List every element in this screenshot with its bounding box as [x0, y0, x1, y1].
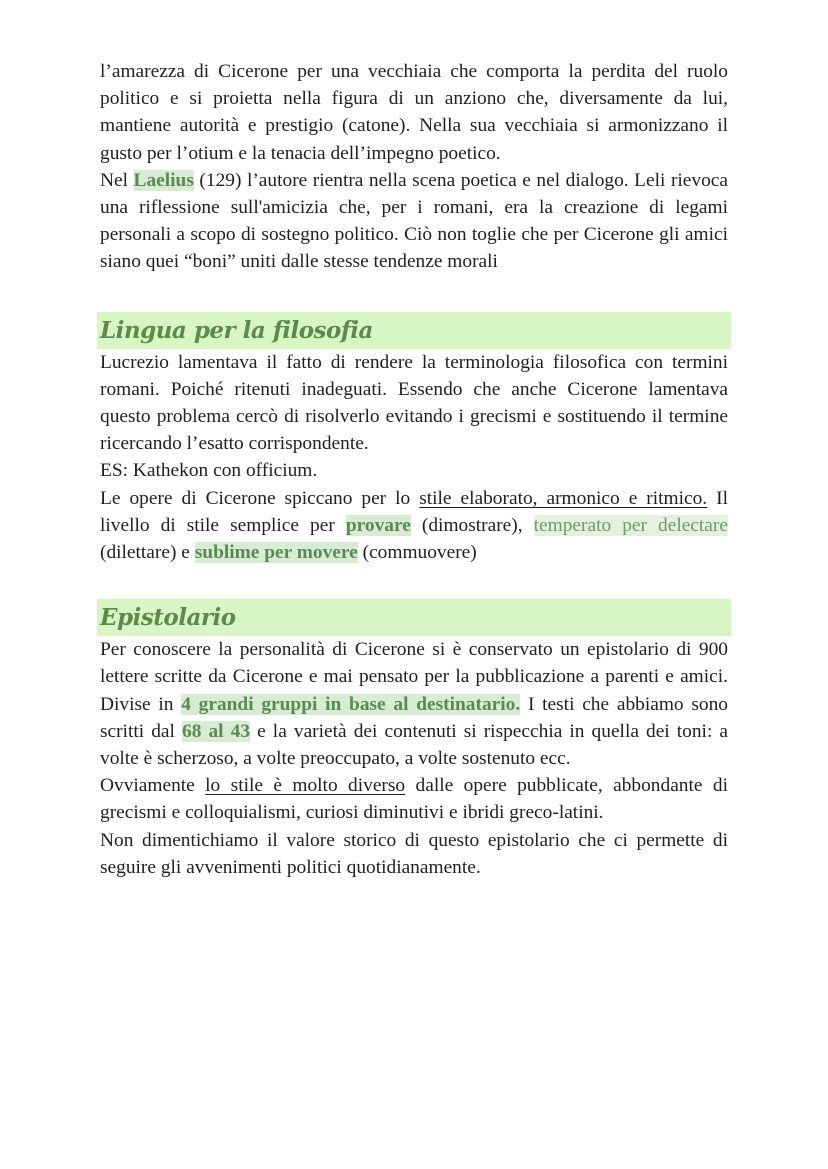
paragraph-laelius [100, 167, 728, 276]
paragraph-valore-storico: Non dimentichiamo il valore storico di questo epistolario che ci permette di seguire gli avvenimenti politici quotidianamente. [100, 829, 728, 878]
text-span: (commuovere) [357, 542, 477, 564]
highlight-date: 68 al 43 [182, 720, 251, 742]
text-span: I testi che abbiamo sono scritti dal [100, 693, 728, 742]
paragraph-epistolario [100, 636, 728, 772]
heading-epistolario: Epistolario [97, 599, 731, 636]
highlight-temperato: temperato per delectare [533, 514, 728, 536]
document-page [100, 58, 728, 881]
text-span: (dimostrare), [410, 514, 534, 536]
spacer [100, 276, 728, 312]
highlight-laelius: Laelius [133, 169, 194, 191]
text-span: Le opere di Cicerone spiccano per lo [100, 487, 420, 509]
text-span: dalle opere pubblicate, abbondante di grecismi e colloquialismi, curiosi diminutivi e ibridi greco-latini. [100, 775, 728, 824]
text-span: Il livello di stile semplice per [100, 487, 728, 536]
paragraph-stile-diverso [100, 772, 728, 826]
highlight-sublime: sublime per movere [194, 542, 358, 564]
text-span: Nel [100, 169, 134, 191]
text-span: Ovviamente [100, 775, 206, 797]
highlight-provare: provare [345, 514, 411, 536]
heading-lingua-filosofia: Lingua per la filosofia [97, 312, 731, 349]
paragraph-stile [100, 485, 728, 567]
text-span: (129) l’autore rientra nella scena poetica e nel dialogo. Leli rievoca una riflessione sull'amicizia che, per i romani, era la creazione di legami personali a scopo di sostegno politico. Ciò non toglie che per Cicerone gli amici siano quei “boni” uniti dalle stesse tendenze morali [100, 169, 728, 273]
highlight-gruppi: 4 grandi gruppi in base al destinatario. [181, 693, 521, 715]
text-span: (dilettare) e [100, 542, 195, 564]
spacer [100, 566, 728, 599]
underline-stile: stile elaborato, armonico e ritmico. [419, 487, 708, 509]
paragraph-lucrezio: Lucrezio lamentava il fatto di rendere la terminologia filosofica con termini romani. Poiché ritenuti inadeguati. Essendo che anche Cicerone lamentava questo problema cercò di risolverlo evitando i grecismi e sostituendo il termine ricercando l’esatto corrispondente. [100, 351, 728, 455]
text-span: e la varietà dei contenuti si rispecchia in quella dei toni: a volte è scherzoso, a volte preoccupato, a volte sostenuto ecc. [100, 720, 729, 770]
underline-stile-diverso: lo stile è molto diverso [205, 775, 406, 797]
text-span: Per conoscere la personalità di Cicerone si è conservato un epistolario di 900 lettere scritte da Cicerone e mai pensato per la pubblicazione a parenti e amici. Divise in [100, 639, 728, 715]
paragraph-esempio: ES: Kathekon con officium. [100, 460, 318, 482]
paragraph-vecchiaia: l’amarezza di Cicerone per una vecchiaia che comporta la perdita del ruolo politico e si proietta nella figura di un anziono che, diversamente da lui, mantiene autorità e prestigio (catone). Nella sua vecchiaia si armonizzano il gusto per l’otium e la tenacia dell’impegno poetico. [100, 61, 728, 164]
